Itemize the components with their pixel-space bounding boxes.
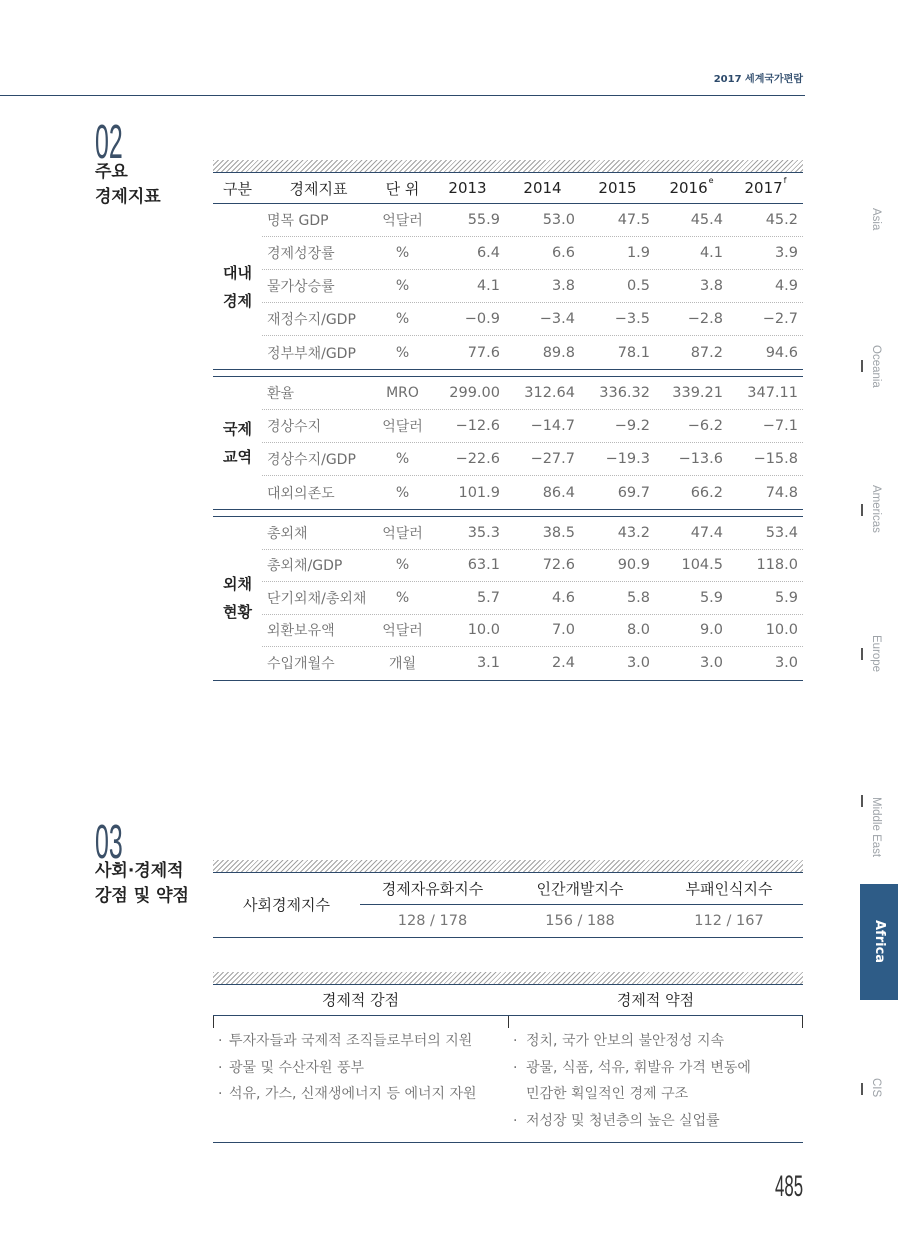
indicator-unit: % xyxy=(395,451,410,467)
indicator-name: 명목 GDP xyxy=(267,213,329,229)
indicator-value: 4.6 xyxy=(551,589,575,606)
indicator-value: −15.8 xyxy=(753,451,798,467)
indicator-unit: % xyxy=(395,589,410,606)
bullet: · xyxy=(513,1112,518,1129)
row-header: 사회경제지수 xyxy=(243,896,330,915)
indicator-value: 4.9 xyxy=(774,278,798,294)
indicator-value: 47.4 xyxy=(690,524,723,541)
header-year-label: 2017 xyxy=(744,179,783,197)
socioeconomic-indices-table xyxy=(213,860,803,938)
indicator-value: 7.0 xyxy=(551,622,575,639)
section-03-title xyxy=(95,859,189,909)
indicator-value: 66.2 xyxy=(690,484,723,501)
indicator-value: 53.4 xyxy=(765,524,798,541)
table-hatch-bar xyxy=(213,972,803,985)
nav-tick-europe xyxy=(861,648,863,660)
group-rows xyxy=(262,377,803,509)
nav-label-middle-east: Middle East xyxy=(870,797,882,858)
indicator-value: 47.5 xyxy=(617,212,650,228)
nav-tick-cis xyxy=(861,1083,863,1095)
indicator-value: 10.0 xyxy=(467,622,500,639)
indicator-value: 347.11 xyxy=(747,385,798,401)
table-body xyxy=(213,1016,803,1144)
table-header-row xyxy=(360,873,803,905)
indicator-value: −19.3 xyxy=(605,451,650,467)
weakness-item xyxy=(508,1055,803,1108)
header-year-2014 xyxy=(505,179,580,197)
table-body xyxy=(213,873,803,938)
indicator-value: 63.1 xyxy=(467,557,500,574)
economic-indicators-table xyxy=(213,160,803,681)
indicator-unit: % xyxy=(395,484,410,501)
indicator-value: 0.5 xyxy=(626,278,650,294)
indicator-value: 55.9 xyxy=(467,212,500,228)
indicator-name: 경제성장률 xyxy=(267,246,335,262)
indicator-value: 312.64 xyxy=(524,385,575,401)
header-year-label: 2015 xyxy=(598,179,637,197)
indicator-value: −2.8 xyxy=(687,311,723,327)
group-label-line: 현황 xyxy=(223,603,252,622)
indicator-value: 78.1 xyxy=(617,344,650,361)
indicator-name: 총외채/GDP xyxy=(267,558,343,575)
column-tick xyxy=(213,1016,214,1028)
column-tick xyxy=(508,1016,509,1028)
indicator-value: 3.8 xyxy=(551,278,575,294)
nav-label-africa: Africa xyxy=(872,920,887,964)
weakness-item xyxy=(508,1028,803,1055)
table-row xyxy=(262,550,803,583)
indicator-name: 단기외채/총외채 xyxy=(267,590,367,607)
table-row xyxy=(262,237,803,270)
table-row xyxy=(262,303,803,336)
table-header-row xyxy=(213,985,803,1016)
indicator-value: −6.2 xyxy=(687,418,723,434)
corruption-perception-rank: 112 / 167 xyxy=(694,912,764,929)
indicator-value: 1.9 xyxy=(626,245,650,261)
human-development-rank: 156 / 188 xyxy=(545,912,615,929)
strength-item-text-line: 석유, 가스, 신재생에너지 등 에너지 자원 xyxy=(229,1086,477,1103)
indicator-unit: 억달러 xyxy=(382,623,423,640)
indicator-unit: 억달러 xyxy=(382,419,423,435)
indicator-value: 45.4 xyxy=(690,212,723,228)
header-category: 구분 xyxy=(223,179,252,198)
strength-item xyxy=(213,1028,508,1055)
indicator-value: 72.6 xyxy=(542,557,575,574)
indicator-name: 경상수지 xyxy=(267,419,322,435)
weakness-item-text-line: 광물, 식품, 석유, 휘발유 가격 변동에 xyxy=(526,1059,751,1076)
table-row xyxy=(262,270,803,303)
nav-tick-americas xyxy=(861,504,863,516)
indicator-value: 4.1 xyxy=(476,278,500,294)
header-year-note: e xyxy=(708,176,714,185)
section-title-line: 경제지표 xyxy=(95,187,161,207)
column-tick xyxy=(802,1016,803,1028)
indicator-value: −3.4 xyxy=(539,311,575,327)
indicator-value: 6.6 xyxy=(551,245,575,261)
indicator-value: 69.7 xyxy=(617,484,650,501)
group-label-line: 교역 xyxy=(223,448,252,466)
weakness-item-text-line: 정치, 국가 안보의 불안정성 지속 xyxy=(526,1033,725,1049)
indicator-value: 339.21 xyxy=(672,385,723,401)
indicator-value: −22.6 xyxy=(455,451,500,467)
indicator-value: 3.1 xyxy=(476,655,500,672)
table-row xyxy=(262,647,803,680)
indicator-value: 38.5 xyxy=(542,524,575,541)
section-title-line: 강점 및 약점 xyxy=(95,886,189,906)
indicator-value: 101.9 xyxy=(458,484,500,501)
indicator-value: 35.3 xyxy=(467,524,500,541)
indicator-value: −2.7 xyxy=(762,311,798,327)
header-economic-freedom: 경제자유화지수 xyxy=(381,880,484,898)
header-year-label: 2014 xyxy=(523,179,562,197)
table-row xyxy=(262,204,803,237)
strength-item xyxy=(213,1055,508,1082)
table-hatch-bar xyxy=(213,160,803,173)
header-year-note: f xyxy=(783,176,787,185)
table-row xyxy=(262,377,803,410)
bullet: · xyxy=(513,1059,518,1076)
indicator-value: 10.0 xyxy=(765,622,798,639)
group-label-line: 경제 xyxy=(223,291,252,310)
table-row xyxy=(262,443,803,476)
indicator-value: 43.2 xyxy=(617,524,650,541)
group-label-line: 국제 xyxy=(223,420,252,438)
indicator-unit: % xyxy=(395,344,410,361)
indicator-value: −14.7 xyxy=(530,418,575,434)
table-row xyxy=(360,905,803,937)
header-year-2017 xyxy=(728,176,803,197)
indicator-unit: 억달러 xyxy=(382,525,423,542)
group-rows xyxy=(262,517,803,680)
header-human-development: 인간개발지수 xyxy=(536,880,624,898)
group-label-line: 대내 xyxy=(223,263,252,282)
section-title-line: 주요 xyxy=(95,162,128,182)
indicator-value: 3.0 xyxy=(626,655,650,672)
weakness-item-text-line: 민감한 획일적인 경제 구조 xyxy=(526,1086,689,1103)
header-year-label: 2016 xyxy=(669,179,708,197)
indicator-value: −13.6 xyxy=(678,451,723,467)
indicator-value: −7.1 xyxy=(762,418,798,434)
section-02-number: 02 xyxy=(95,116,123,169)
nav-label-asia: Asia xyxy=(870,208,882,231)
indicator-value: −3.5 xyxy=(614,311,650,327)
nav-label-europe: Europe xyxy=(870,635,882,673)
indicator-value: 3.9 xyxy=(774,245,798,261)
indicator-value: 45.2 xyxy=(765,212,798,228)
header-rule xyxy=(0,95,805,96)
nav-tick-oceania xyxy=(861,360,863,372)
indicator-name: 정부부채/GDP xyxy=(267,345,356,362)
header-year-2013 xyxy=(430,179,505,197)
section-02-title xyxy=(95,160,161,210)
indicator-unit: % xyxy=(395,557,410,574)
indicator-value: 94.6 xyxy=(765,344,798,361)
indicator-value: 336.32 xyxy=(599,385,650,401)
indicator-value: 4.1 xyxy=(699,245,723,261)
strength-item xyxy=(213,1081,508,1108)
table-body xyxy=(213,204,803,681)
section-title-line: 사회·경제적 xyxy=(95,861,184,881)
indicator-value: 5.9 xyxy=(699,589,723,606)
table-row xyxy=(262,476,803,509)
indicator-value: 3.8 xyxy=(699,278,723,294)
indicator-unit: MRO xyxy=(386,385,419,401)
indicator-unit: 억달러 xyxy=(382,213,423,229)
indicator-value: 5.8 xyxy=(626,589,650,606)
weaknesses-list xyxy=(508,1028,803,1134)
table-hatch-bar xyxy=(213,860,803,873)
group-label xyxy=(213,204,262,369)
bullet: · xyxy=(218,1086,223,1103)
group-rows xyxy=(262,204,803,369)
nav-label-cis: CIS xyxy=(870,1078,882,1098)
indicator-value: 53.0 xyxy=(542,212,575,228)
group-label xyxy=(213,517,262,680)
indicator-value: −12.6 xyxy=(455,418,500,434)
indicator-name: 경상수지/GDP xyxy=(267,452,356,468)
indicator-group xyxy=(213,516,803,681)
indicator-value: −27.7 xyxy=(530,451,575,467)
indicator-unit: % xyxy=(395,245,410,261)
indicator-value: 104.5 xyxy=(681,557,723,574)
header-corruption-perception: 부패인식지수 xyxy=(685,880,773,898)
header-year-label: 2013 xyxy=(448,179,487,197)
indicator-value: 5.7 xyxy=(476,589,500,606)
nav-tab-africa-active xyxy=(860,884,898,1000)
indicator-value: 3.0 xyxy=(774,655,798,672)
indicator-group xyxy=(213,204,803,370)
strengths-list xyxy=(213,1028,508,1134)
strengths-weaknesses-table xyxy=(213,972,803,1143)
table-row xyxy=(262,517,803,550)
group-label xyxy=(213,377,262,509)
header-year-2015 xyxy=(580,179,655,197)
table-row xyxy=(262,615,803,648)
indicator-name: 재정수지/GDP xyxy=(267,312,356,328)
nav-label-oceania: Oceania xyxy=(870,345,882,388)
header-indicator: 경제지표 xyxy=(289,179,348,198)
table-row xyxy=(262,582,803,615)
running-header: 2017 세계국가편람 xyxy=(713,74,803,85)
bullet: · xyxy=(218,1033,223,1049)
header-unit: 단 위 xyxy=(385,179,420,198)
indicator-value: 299.00 xyxy=(449,385,500,401)
indicator-name: 외환보유액 xyxy=(267,623,335,640)
economic-freedom-rank: 128 / 178 xyxy=(397,912,468,929)
indicator-value: 2.4 xyxy=(551,655,575,672)
indicator-group xyxy=(213,376,803,510)
indicator-value: 9.0 xyxy=(699,622,723,639)
indicator-value: −9.2 xyxy=(614,418,650,434)
header-year-2016 xyxy=(655,176,728,197)
indicator-value: 8.0 xyxy=(626,622,650,639)
strength-item-text-line: 투자자들과 국제적 조직들로부터의 지원 xyxy=(229,1033,473,1049)
header-strengths: 경제적 강점 xyxy=(321,991,400,1010)
weakness-item-text-line: 저성장 및 청년층의 높은 실업률 xyxy=(526,1112,720,1129)
indicator-value: 5.9 xyxy=(774,589,798,606)
indicator-value: 89.8 xyxy=(542,344,575,361)
nav-label-americas: Americas xyxy=(870,485,882,533)
indicator-name: 대외의존도 xyxy=(267,485,335,502)
bullet: · xyxy=(218,1059,223,1076)
indicator-name: 수입개월수 xyxy=(267,656,335,673)
indicator-value: 3.0 xyxy=(699,655,723,672)
table-row xyxy=(262,410,803,443)
indicator-value: 118.0 xyxy=(756,557,798,574)
indicator-value: 6.4 xyxy=(476,245,500,261)
indicator-unit: % xyxy=(395,278,410,294)
section-03-number: 03 xyxy=(95,816,123,869)
indicator-value: 86.4 xyxy=(542,484,575,501)
group-label-line: 외채 xyxy=(223,575,252,594)
header-weaknesses: 경제적 약점 xyxy=(616,991,695,1010)
table-header-row xyxy=(213,173,803,204)
indicator-unit: % xyxy=(395,311,410,327)
indicator-value: 87.2 xyxy=(690,344,723,361)
strength-item-text-line: 광물 및 수산자원 풍부 xyxy=(229,1059,365,1076)
weakness-item xyxy=(508,1108,803,1135)
indicator-value: −0.9 xyxy=(464,311,500,327)
indicator-value: 77.6 xyxy=(467,344,500,361)
nav-tick-middle-east xyxy=(861,795,863,807)
indicator-value: 74.8 xyxy=(765,484,798,501)
page-number: 485 xyxy=(774,1170,803,1203)
bullet: · xyxy=(513,1033,518,1049)
indicator-unit: 개월 xyxy=(388,656,417,673)
indicator-name: 환율 xyxy=(267,386,295,402)
indicator-value: 90.9 xyxy=(617,557,650,574)
indicator-name: 총외채 xyxy=(267,525,308,542)
table-row xyxy=(262,336,803,369)
index-columns xyxy=(360,873,803,937)
indicator-name: 물가상승률 xyxy=(267,279,335,295)
